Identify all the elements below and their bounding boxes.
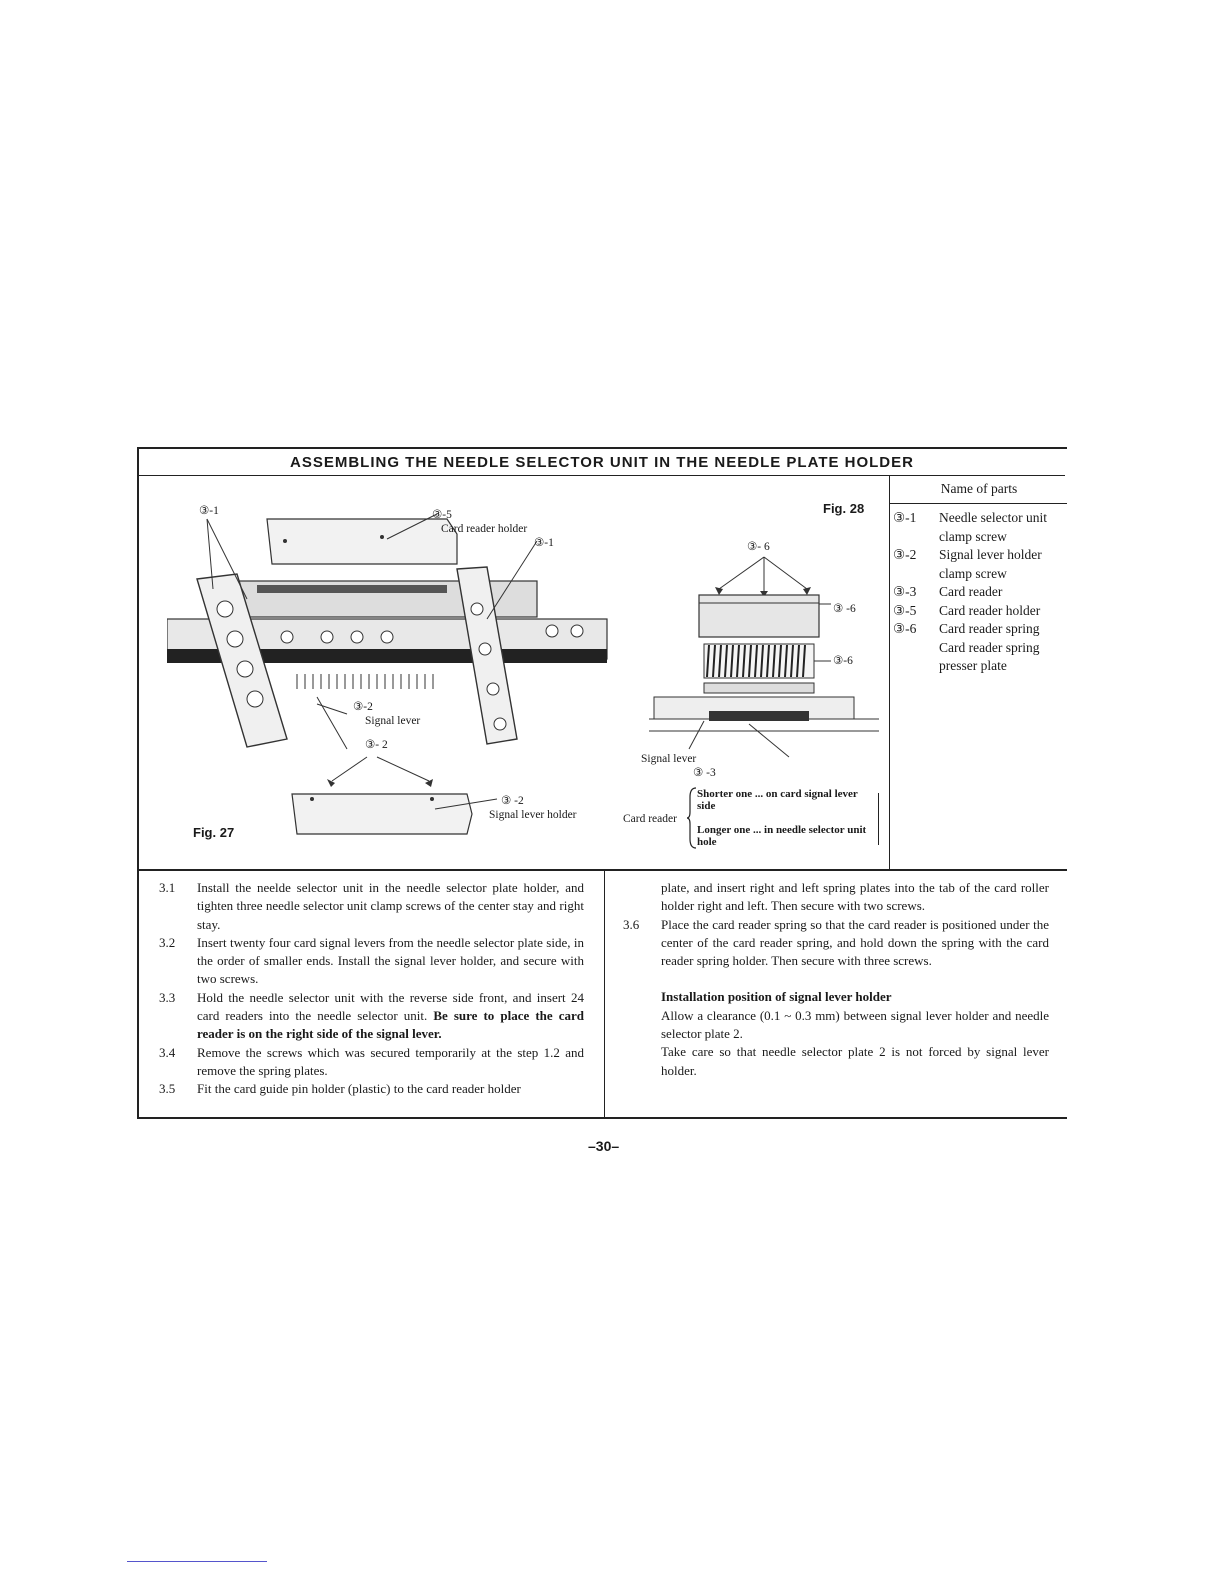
step-item (159, 989, 584, 1044)
steps-left-column (159, 879, 584, 1099)
part-number: ③-2 (893, 547, 917, 562)
step-number: 3.1 (159, 880, 176, 895)
parts-item (891, 583, 1065, 602)
fig28-callout: ③-6 (833, 655, 853, 667)
page-title: ASSEMBLING THE NEEDLE SELECTOR UNIT IN THE NEEDLE PLATE HOLDER (139, 449, 1065, 476)
fig28-callout: ③ -3 (693, 767, 716, 779)
install-section (623, 988, 1049, 1079)
parts-item (891, 602, 1065, 621)
fig27-label-signal-lever-holder: Signal lever holder (489, 809, 577, 821)
page-number: –30– (588, 1138, 620, 1154)
step-number: 3.2 (159, 934, 176, 950)
step-text: Hold the needle selector unit with the reverse side front, and insert 24 card readers into the needle selector unit. (197, 989, 584, 1024)
part-name: Card reader (939, 584, 1003, 599)
step-item (159, 1080, 584, 1098)
step-number: 3.4 (159, 1044, 176, 1060)
install-heading: Installation position of signal lever holder (661, 989, 892, 1005)
step-item (159, 934, 584, 989)
fig28-note-bracket (878, 793, 879, 845)
fig28-callout: ③ -6 (833, 603, 856, 615)
step-text: Insert twenty four card signal levers from the needle selector plate side, in the order of smaller ends. Install the signal lever holder, and secure with two screws. (197, 934, 584, 987)
parts-item (891, 620, 1065, 676)
fig27-callout: ③-2 (353, 701, 373, 713)
step-number: 3.3 (159, 989, 176, 1005)
step-item (159, 1044, 584, 1081)
divider-parts (889, 476, 890, 869)
parts-item (891, 509, 1065, 546)
fig27-label-signal-lever: Signal lever (365, 715, 421, 727)
step-text: Fit the card guide pin holder (plastic) to the card reader holder (197, 1081, 521, 1097)
fig28-note-shorter: Shorter one ... on card signal lever side (697, 788, 858, 812)
fig28-illustration (649, 539, 889, 779)
fig27-callout: ③-1 (199, 505, 219, 517)
divider-parts-heading (889, 503, 1067, 504)
step-text: plate, and insert right and left spring plates into the tab of the card roller holder right and left. Then secure with two screws. (661, 880, 1049, 914)
step-text-wrap (197, 989, 584, 1044)
step-text: Remove the screws which was secured temporarily at the step 1.2 and remove the spring plates. (197, 1044, 584, 1078)
fig27-callout: ③-5 (432, 509, 452, 521)
divider-text-columns (604, 870, 605, 1117)
part-number: ③-6 (893, 621, 917, 636)
fig28-note-longer: Longer one ... in needle selector unit hole (697, 824, 867, 848)
steps-right-column (623, 879, 1049, 1080)
part-name: Card reader holder (939, 602, 1041, 618)
brace-icon (687, 787, 697, 849)
parts-list (891, 509, 1065, 676)
part-number: ③-5 (893, 602, 917, 618)
step-text: Install the neelde selector unit in the needle selector plate holder, and tighten three needle selector unit clamp screws of the center stay and right stay. (197, 880, 584, 932)
fig28-label: Fig. 28 (823, 501, 865, 516)
fig28-label-card-reader: Card reader (623, 813, 677, 825)
step-warning: Be sure to place the card reader is on the right side of the signal lever. (197, 1008, 584, 1042)
fig28-callout: ③- 6 (747, 541, 770, 553)
fig27-callout: ③ -2 (501, 795, 524, 807)
instruction-panel (137, 447, 1067, 1119)
part-name: Card reader spring Card reader spring presser plate (939, 621, 1040, 673)
fig27-label: Fig. 27 (193, 825, 235, 840)
fig27-illustration (167, 489, 627, 849)
install-paragraph: Allow a clearance (0.1 ~ 0.3 mm) between signal lever holder and needle selector plate 2. (661, 1007, 1049, 1042)
step-item (159, 879, 584, 934)
step-continuation (623, 879, 1049, 916)
step-item (623, 916, 1049, 971)
parts-heading: Name of parts (940, 481, 1018, 496)
fig27-callout: ③- 2 (365, 739, 388, 751)
part-name: Needle selector unit clamp screw (939, 510, 1047, 544)
footer-divider (127, 1561, 267, 1562)
fig27-label-card-reader-holder: Card reader holder (441, 523, 528, 535)
step-number: 3.6 (623, 916, 640, 932)
step-text: Place the card reader spring so that the card reader is positioned under the center of the card reader spring, and hold down the spring with the card reader spring holder. Then secure with three screws. (661, 916, 1049, 969)
part-number: ③-3 (893, 584, 917, 599)
parts-item (891, 546, 1065, 583)
part-number: ③-1 (893, 510, 917, 525)
part-name: Signal lever holder clamp screw (939, 547, 1042, 581)
fig27-callout: ③-1 (534, 537, 554, 549)
install-paragraph: Take care so that needle selector plate 2 is not forced by signal lever holder. (661, 1044, 1049, 1078)
fig28-label-signal-lever: Signal lever (641, 753, 697, 765)
divider-figures-text (139, 869, 1067, 871)
step-number: 3.5 (159, 1081, 176, 1097)
